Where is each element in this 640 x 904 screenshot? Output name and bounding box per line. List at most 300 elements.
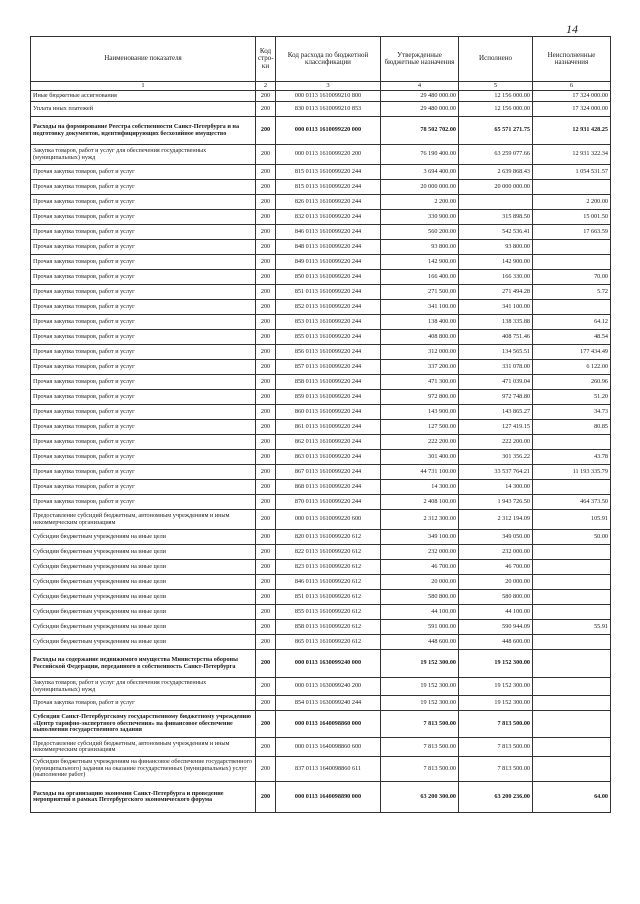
row-executed: 12 156 000.00 (459, 102, 533, 117)
row-unexecuted (533, 635, 611, 650)
row-approved: 2 408 100.00 (381, 495, 459, 510)
row-executed: 134 565.51 (459, 345, 533, 360)
row-line-code: 200 (256, 315, 276, 330)
page-number: 14 (566, 22, 578, 36)
row-approved: 76 190 400.00 (381, 145, 459, 165)
row-unexecuted (533, 545, 611, 560)
table-row (31, 117, 611, 145)
row-unexecuted (533, 240, 611, 255)
header-line-code: Код стро- ки (256, 37, 276, 82)
row-executed: 20 000.00 (459, 575, 533, 590)
row-budget-code: 861 0113 1610099220 244 (276, 420, 381, 435)
row-name: Прочая закупка товаров, работ и услуг (31, 315, 256, 330)
row-line-code: 200 (256, 495, 276, 510)
row-unexecuted (533, 300, 611, 315)
row-unexecuted: 6 122.00 (533, 360, 611, 375)
row-name: Субсидии бюджетным учреждениям на финансовое обеспечение государственного (муниципального) задания на оказание государственных (муниципальных) услуг (выполнение работ) (31, 757, 256, 782)
row-executed: 46 700.00 (459, 560, 533, 575)
row-name: Прочая закупка товаров, работ и услуг (31, 696, 256, 711)
row-budget-code: 853 0113 1610099220 244 (276, 315, 381, 330)
row-unexecuted: 70.00 (533, 270, 611, 285)
row-executed: 12 156 000.00 (459, 91, 533, 102)
table-row (31, 390, 611, 405)
row-budget-code: 000 0113 1640098860 000 (276, 711, 381, 738)
row-executed: 542 536.41 (459, 225, 533, 240)
table-row (31, 300, 611, 315)
row-approved: 3 694 400.00 (381, 165, 459, 180)
header-name: Наименование показателя (31, 37, 256, 82)
row-line-code: 200 (256, 435, 276, 450)
row-budget-code: 863 0113 1610099220 244 (276, 450, 381, 465)
row-name: Субсидии бюджетным учреждениям на иные цели (31, 620, 256, 635)
table-row (31, 635, 611, 650)
table-row (31, 590, 611, 605)
row-line-code: 200 (256, 480, 276, 495)
column-number: 2 (256, 82, 276, 91)
row-budget-code: 868 0113 1610099220 244 (276, 480, 381, 495)
table-row (31, 465, 611, 480)
row-unexecuted: 64.00 (533, 782, 611, 813)
row-approved: 166 400.00 (381, 270, 459, 285)
row-name: Прочая закупка товаров, работ и услуг (31, 375, 256, 390)
table-row (31, 605, 611, 620)
row-unexecuted: 55.91 (533, 620, 611, 635)
row-budget-code: 849 0113 1610099220 244 (276, 255, 381, 270)
row-name: Прочая закупка товаров, работ и услуг (31, 420, 256, 435)
row-executed (459, 195, 533, 210)
table-row (31, 450, 611, 465)
row-approved: 591 000.00 (381, 620, 459, 635)
table-row (31, 696, 611, 711)
row-name: Прочая закупка товаров, работ и услуг (31, 195, 256, 210)
row-executed: 448 600.00 (459, 635, 533, 650)
row-name: Прочая закупка товаров, работ и услуг (31, 270, 256, 285)
row-line-code: 200 (256, 696, 276, 711)
header-executed: Исполнено (459, 37, 533, 82)
row-line-code: 200 (256, 145, 276, 165)
row-budget-code: 858 0113 1610099220 244 (276, 375, 381, 390)
table-row (31, 91, 611, 102)
row-line-code: 200 (256, 530, 276, 545)
row-line-code: 200 (256, 405, 276, 420)
row-executed: 232 000.00 (459, 545, 533, 560)
table-row (31, 195, 611, 210)
row-executed: 19 152 300.00 (459, 678, 533, 696)
row-approved: 312 000.00 (381, 345, 459, 360)
row-name: Прочая закупка товаров, работ и услуг (31, 255, 256, 270)
row-budget-code: 848 0113 1610099220 244 (276, 240, 381, 255)
table-row (31, 510, 611, 530)
row-name: Прочая закупка товаров, работ и услуг (31, 465, 256, 480)
row-name: Предоставление субсидий бюджетным, автономным учреждениям и иным некоммерческим организациям (31, 738, 256, 757)
table-row (31, 620, 611, 635)
row-executed: 7 813 500.00 (459, 711, 533, 738)
row-executed: 471 039.04 (459, 375, 533, 390)
row-approved: 46 700.00 (381, 560, 459, 575)
row-executed: 301 356.22 (459, 450, 533, 465)
table-row (31, 285, 611, 300)
table-row (31, 560, 611, 575)
row-executed: 166 330.00 (459, 270, 533, 285)
row-name: Прочая закупка товаров, работ и услуг (31, 405, 256, 420)
row-line-code: 200 (256, 782, 276, 813)
row-name: Прочая закупка товаров, работ и услуг (31, 450, 256, 465)
row-approved: 2 200.00 (381, 195, 459, 210)
row-unexecuted: 12 931 322.34 (533, 145, 611, 165)
header-approved: Утвержденные бюджетные назначения (381, 37, 459, 82)
row-name: Субсидии бюджетным учреждениям на иные цели (31, 560, 256, 575)
column-number-row (31, 82, 611, 91)
table-row (31, 165, 611, 180)
row-unexecuted: 48.54 (533, 330, 611, 345)
row-approved: 19 152 300.00 (381, 678, 459, 696)
row-approved: 222 200.00 (381, 435, 459, 450)
row-approved: 19 152 300.00 (381, 650, 459, 678)
row-executed: 1 943 726.50 (459, 495, 533, 510)
table-row (31, 495, 611, 510)
row-unexecuted: 1 054 531.57 (533, 165, 611, 180)
row-line-code: 200 (256, 360, 276, 375)
row-budget-code: 856 0113 1610099220 244 (276, 345, 381, 360)
row-budget-code: 000 0113 1610099220 600 (276, 510, 381, 530)
row-line-code: 200 (256, 390, 276, 405)
row-unexecuted (533, 435, 611, 450)
row-line-code: 200 (256, 117, 276, 145)
row-executed: 93 800.00 (459, 240, 533, 255)
row-budget-code: 854 0113 1630099240 244 (276, 696, 381, 711)
row-approved: 29 480 000.00 (381, 102, 459, 117)
row-name: Расходы на содержание недвижимого имущества Министерства обороны Российской Федерации, переданного в собственность Санкт-Петербурга (31, 650, 256, 678)
row-executed: 20 000 000.00 (459, 180, 533, 195)
row-budget-code: 000 0113 1610099220 000 (276, 117, 381, 145)
row-name: Расходы на организацию экономии Санкт-Петербурга и проведение мероприятий в рамках Петербургского экономического форума (31, 782, 256, 813)
row-line-code: 200 (256, 375, 276, 390)
row-line-code: 200 (256, 650, 276, 678)
table-header-row (31, 37, 611, 82)
row-approved: 560 200.00 (381, 225, 459, 240)
row-budget-code: 867 0113 1610099220 244 (276, 465, 381, 480)
row-line-code: 200 (256, 678, 276, 696)
row-approved: 20 000 000.00 (381, 180, 459, 195)
row-approved: 142 900.00 (381, 255, 459, 270)
row-name: Прочая закупка товаров, работ и услуг (31, 210, 256, 225)
row-approved: 44 731 100.00 (381, 465, 459, 480)
row-line-code: 200 (256, 575, 276, 590)
row-executed: 33 537 764.21 (459, 465, 533, 480)
row-unexecuted: 177 434.49 (533, 345, 611, 360)
row-unexecuted (533, 605, 611, 620)
table-row (31, 210, 611, 225)
row-executed: 349 050.00 (459, 530, 533, 545)
row-approved: 7 813 500.00 (381, 711, 459, 738)
row-budget-code: 857 0113 1610099220 244 (276, 360, 381, 375)
table-row (31, 240, 611, 255)
row-line-code: 200 (256, 240, 276, 255)
row-budget-code: 826 0113 1610099220 244 (276, 195, 381, 210)
table-row (31, 405, 611, 420)
row-executed: 19 152 300.00 (459, 650, 533, 678)
row-unexecuted (533, 590, 611, 605)
row-line-code: 200 (256, 270, 276, 285)
row-unexecuted: 260.96 (533, 375, 611, 390)
row-line-code: 200 (256, 510, 276, 530)
row-line-code: 200 (256, 180, 276, 195)
row-approved: 232 000.00 (381, 545, 459, 560)
row-line-code: 200 (256, 102, 276, 117)
row-executed: 19 152 300.00 (459, 696, 533, 711)
row-line-code: 200 (256, 545, 276, 560)
table-row (31, 330, 611, 345)
row-line-code: 200 (256, 635, 276, 650)
row-name: Иные бюджетные ассигнования (31, 91, 256, 102)
row-executed: 65 571 271.75 (459, 117, 533, 145)
row-executed: 142 900.00 (459, 255, 533, 270)
table-row (31, 420, 611, 435)
row-executed: 222 200.00 (459, 435, 533, 450)
row-approved: 2 312 300.00 (381, 510, 459, 530)
row-name: Прочая закупка товаров, работ и услуг (31, 495, 256, 510)
row-budget-code: 823 0113 1610099220 612 (276, 560, 381, 575)
row-name: Субсидии бюджетным учреждениям на иные цели (31, 635, 256, 650)
row-executed: 14 300.00 (459, 480, 533, 495)
table-row (31, 711, 611, 738)
row-budget-code: 855 0113 1610099220 244 (276, 330, 381, 345)
row-executed: 580 800.00 (459, 590, 533, 605)
row-approved: 330 900.00 (381, 210, 459, 225)
row-unexecuted (533, 696, 611, 711)
row-budget-code: 837 0113 1640098860 611 (276, 757, 381, 782)
row-budget-code: 859 0113 1610099220 244 (276, 390, 381, 405)
row-line-code: 200 (256, 738, 276, 757)
table-row (31, 530, 611, 545)
row-line-code: 200 (256, 345, 276, 360)
row-unexecuted (533, 678, 611, 696)
row-name: Субсидии бюджетным учреждениям на иные цели (31, 530, 256, 545)
row-line-code: 200 (256, 560, 276, 575)
column-number: 3 (276, 82, 381, 91)
row-approved: 408 800.00 (381, 330, 459, 345)
row-budget-code: 855 0113 1610099220 612 (276, 605, 381, 620)
row-line-code: 200 (256, 605, 276, 620)
row-executed: 972 748.80 (459, 390, 533, 405)
row-budget-code: 846 0113 1610099220 612 (276, 575, 381, 590)
row-budget-code: 846 0113 1610099220 244 (276, 225, 381, 240)
row-budget-code: 851 0113 1610099220 244 (276, 285, 381, 300)
row-executed: 143 865.27 (459, 405, 533, 420)
row-unexecuted: 15 001.50 (533, 210, 611, 225)
row-approved: 349 100.00 (381, 530, 459, 545)
row-unexecuted (533, 711, 611, 738)
row-line-code: 200 (256, 225, 276, 240)
row-executed: 331 078.00 (459, 360, 533, 375)
column-number: 4 (381, 82, 459, 91)
row-approved: 78 502 702.00 (381, 117, 459, 145)
row-name: Прочая закупка товаров, работ и услуг (31, 285, 256, 300)
table-row (31, 545, 611, 560)
row-approved: 127 500.00 (381, 420, 459, 435)
row-unexecuted: 64.12 (533, 315, 611, 330)
row-budget-code: 858 0113 1610099220 612 (276, 620, 381, 635)
row-line-code: 200 (256, 285, 276, 300)
row-budget-code: 000 0113 1610099220 200 (276, 145, 381, 165)
row-budget-code: 870 0113 1610099220 244 (276, 495, 381, 510)
row-name: Субсидии бюджетным учреждениям на иные цели (31, 590, 256, 605)
row-line-code: 200 (256, 620, 276, 635)
row-approved: 341 100.00 (381, 300, 459, 315)
row-line-code: 200 (256, 195, 276, 210)
row-approved: 471 300.00 (381, 375, 459, 390)
row-approved: 29 480 000.00 (381, 91, 459, 102)
row-line-code: 200 (256, 420, 276, 435)
table-row (31, 180, 611, 195)
row-budget-code: 000 0113 1640098890 000 (276, 782, 381, 813)
row-executed: 138 335.88 (459, 315, 533, 330)
row-name: Прочая закупка товаров, работ и услуг (31, 240, 256, 255)
row-approved: 301 400.00 (381, 450, 459, 465)
row-name: Прочая закупка товаров, работ и услуг (31, 330, 256, 345)
row-executed: 315 898.50 (459, 210, 533, 225)
row-approved: 93 800.00 (381, 240, 459, 255)
row-unexecuted (533, 757, 611, 782)
row-name: Предоставление субсидий бюджетным, автономным учреждениям и иным некоммерческим организациям (31, 510, 256, 530)
row-budget-code: 832 0113 1610099220 244 (276, 210, 381, 225)
row-name: Субсидия Санкт-Петербургскому государственному бюджетному учреждению «Центр тарифно-экспертного обеспечения» на финансовое обеспечение выполнения государственного задания (31, 711, 256, 738)
row-line-code: 200 (256, 300, 276, 315)
row-line-code: 200 (256, 330, 276, 345)
row-line-code: 200 (256, 590, 276, 605)
table-row (31, 255, 611, 270)
row-unexecuted: 464 373.50 (533, 495, 611, 510)
row-unexecuted (533, 480, 611, 495)
row-executed: 271 494.28 (459, 285, 533, 300)
row-unexecuted: 12 931 428.25 (533, 117, 611, 145)
row-unexecuted: 50.00 (533, 530, 611, 545)
row-executed: 2 639 868.43 (459, 165, 533, 180)
table-row (31, 270, 611, 285)
row-budget-code: 850 0113 1610099220 244 (276, 270, 381, 285)
row-budget-code: 851 0113 1610099220 612 (276, 590, 381, 605)
table-row (31, 678, 611, 696)
table-row (31, 650, 611, 678)
row-budget-code: 830 0113 1610099210 853 (276, 102, 381, 117)
column-number: 1 (31, 82, 256, 91)
row-unexecuted (533, 180, 611, 195)
row-unexecuted: 51.20 (533, 390, 611, 405)
row-line-code: 200 (256, 91, 276, 102)
row-executed: 63 259 077.66 (459, 145, 533, 165)
table-row (31, 782, 611, 813)
row-line-code: 200 (256, 450, 276, 465)
table-row (31, 480, 611, 495)
row-approved: 143 900.00 (381, 405, 459, 420)
row-approved: 138 400.00 (381, 315, 459, 330)
column-number: 5 (459, 82, 533, 91)
row-approved: 44 100.00 (381, 605, 459, 620)
row-unexecuted: 5.72 (533, 285, 611, 300)
row-budget-code: 852 0113 1610099220 244 (276, 300, 381, 315)
row-executed: 7 813 500.00 (459, 738, 533, 757)
row-executed: 7 813 500.00 (459, 757, 533, 782)
row-budget-code: 000 0113 1610099210 800 (276, 91, 381, 102)
table-row (31, 575, 611, 590)
table-row (31, 360, 611, 375)
row-unexecuted: 11 193 335.79 (533, 465, 611, 480)
row-line-code: 200 (256, 711, 276, 738)
row-unexecuted: 105.91 (533, 510, 611, 530)
row-unexecuted (533, 560, 611, 575)
row-name: Прочая закупка товаров, работ и услуг (31, 180, 256, 195)
row-budget-code: 822 0113 1610099220 612 (276, 545, 381, 560)
row-name: Уплата иных платежей (31, 102, 256, 117)
row-approved: 448 600.00 (381, 635, 459, 650)
row-name: Прочая закупка товаров, работ и услуг (31, 345, 256, 360)
row-unexecuted (533, 575, 611, 590)
row-budget-code: 865 0113 1610099220 612 (276, 635, 381, 650)
row-executed: 44 100.00 (459, 605, 533, 620)
row-unexecuted (533, 738, 611, 757)
row-name: Закупка товаров, работ и услуг для обеспечения государственных (муниципальных) нужд (31, 678, 256, 696)
row-budget-code: 820 0113 1610099220 612 (276, 530, 381, 545)
row-name: Прочая закупка товаров, работ и услуг (31, 225, 256, 240)
row-line-code: 200 (256, 757, 276, 782)
row-approved: 580 800.00 (381, 590, 459, 605)
table-row (31, 757, 611, 782)
row-unexecuted (533, 650, 611, 678)
row-budget-code: 000 0113 1630099240 000 (276, 650, 381, 678)
row-line-code: 200 (256, 465, 276, 480)
row-name: Прочая закупка товаров, работ и услуг (31, 435, 256, 450)
row-executed: 127 419.15 (459, 420, 533, 435)
row-name: Расходы на формирование Реестра собственности Санкт-Петербурга и на подготовку документов, идентифицирующих бесхозяйное имущество (31, 117, 256, 145)
row-approved: 63 200 300.00 (381, 782, 459, 813)
row-name: Прочая закупка товаров, работ и услуг (31, 360, 256, 375)
row-name: Субсидии бюджетным учреждениям на иные цели (31, 545, 256, 560)
row-name: Прочая закупка товаров, работ и услуг (31, 300, 256, 315)
row-approved: 7 813 500.00 (381, 738, 459, 757)
table-row (31, 345, 611, 360)
row-budget-code: 815 0113 1610099220 244 (276, 165, 381, 180)
header-unexecuted: Неисполненные назначения (533, 37, 611, 82)
table-row (31, 225, 611, 240)
row-budget-code: 860 0113 1610099220 244 (276, 405, 381, 420)
row-name: Закупка товаров, работ и услуг для обеспечения государственных (муниципальных) нужд (31, 145, 256, 165)
row-line-code: 200 (256, 210, 276, 225)
row-unexecuted: 17 324 000.00 (533, 91, 611, 102)
table-body (31, 91, 611, 813)
row-budget-code: 862 0113 1610099220 244 (276, 435, 381, 450)
row-approved: 337 200.00 (381, 360, 459, 375)
table-row (31, 375, 611, 390)
table-row (31, 738, 611, 757)
row-name: Субсидии бюджетным учреждениям на иные цели (31, 575, 256, 590)
row-name: Субсидии бюджетным учреждениям на иные цели (31, 605, 256, 620)
row-unexecuted: 34.73 (533, 405, 611, 420)
row-approved: 271 500.00 (381, 285, 459, 300)
row-unexecuted: 17 324 000.00 (533, 102, 611, 117)
row-executed: 408 751.46 (459, 330, 533, 345)
row-executed: 63 200 236.00 (459, 782, 533, 813)
row-approved: 7 813 500.00 (381, 757, 459, 782)
row-budget-code: 000 0113 1630099240 200 (276, 678, 381, 696)
row-unexecuted: 80.85 (533, 420, 611, 435)
row-budget-code: 815 0113 1610099220 244 (276, 180, 381, 195)
budget-table (30, 36, 611, 813)
row-line-code: 200 (256, 255, 276, 270)
row-name: Прочая закупка товаров, работ и услуг (31, 165, 256, 180)
row-line-code: 200 (256, 165, 276, 180)
table-row (31, 102, 611, 117)
row-approved: 20 000.00 (381, 575, 459, 590)
